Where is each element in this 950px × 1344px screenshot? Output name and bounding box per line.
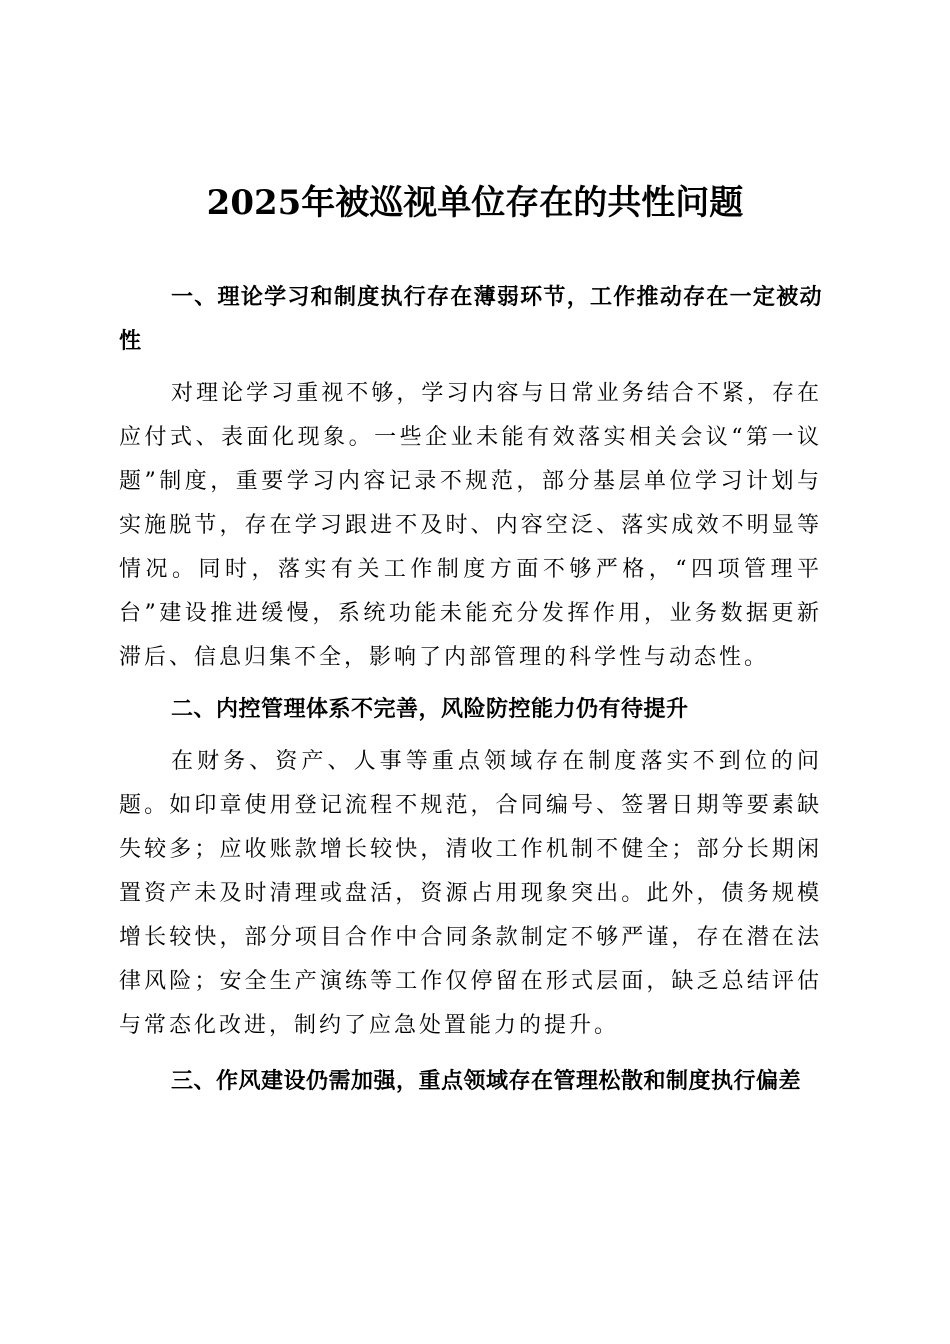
document-title: 2025年被巡视单位存在的共性问题: [206, 183, 744, 223]
document-body: [119, 276, 822, 1104]
section-paragraph-2: 在财务、资产、人事等重点领域存在制度落实不到位的问题。如印章使用登记流程不规范，合同编号、签署日期等要素缺失较多；应收账款增长较快，清收工作机制不健全；部分长期闲置资产未及时清理或盘活，资源占用现象突出。此外，债务规模增长较快，部分项目合作中合同条款制定不够严谨，存在潜在法律风险；安全生产演练等工作仅停留在形式层面，缺乏总结评估与常态化改进，制约了应急处置能力的提升。: [119, 749, 822, 1038]
section-paragraph-1: 对理论学习重视不够，学习内容与日常业务结合不紧，存在应付式、表面化现象。一些企业未能有效落实相关会议“第一议题”制度，重要学习内容记录不规范，部分基层单位学习计划与实施脱节，存在学习跟进不及时、内容空泛、落实成效不明显等情况。同时，落实有关工作制度方面不够严格，“四项管理平台”建设推进缓慢，系统功能未能充分发挥作用，业务数据更新滞后、信息归集不全，影响了内部管理的科学性与动态性。: [119, 381, 822, 670]
section-heading-1: 一、理论学习和制度执行存在薄弱环节，工作推动存在一定被动性: [119, 285, 822, 354]
section-heading-3: 三、作风建设仍需加强，重点领域存在管理松散和制度执行偏差: [171, 1069, 802, 1094]
section-heading-2: 二、内控管理体系不完善，风险防控能力仍有待提升: [171, 697, 689, 722]
